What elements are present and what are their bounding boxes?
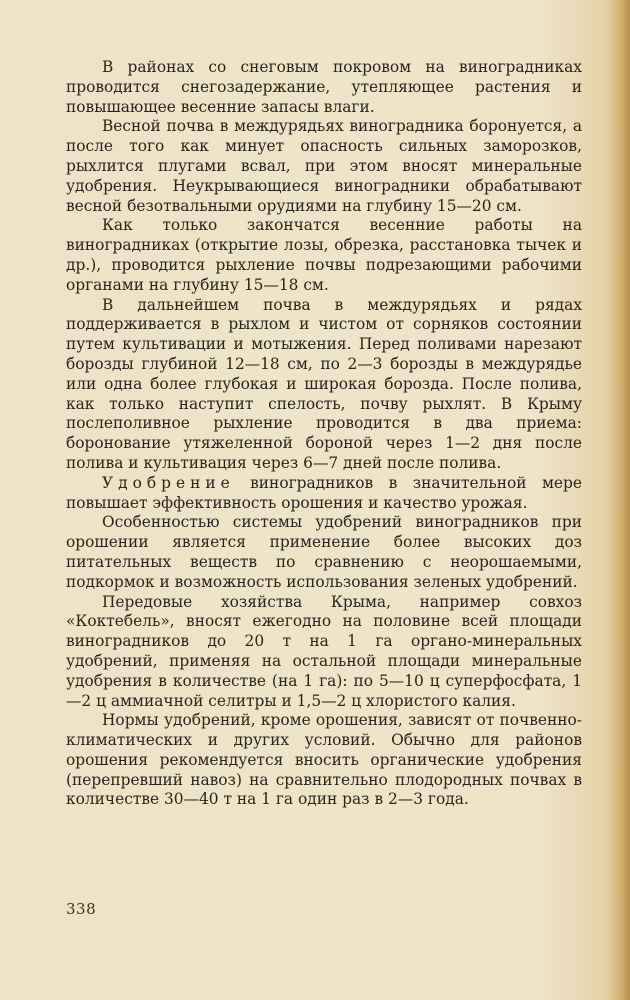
page-edge-shadow	[608, 0, 630, 1000]
text-body	[66, 58, 582, 810]
page-number: 338	[66, 900, 97, 918]
paragraph-fertilizer	[66, 474, 582, 514]
paragraph-fertilizer-system: Особенностью системы удобрений виноградников при орошении является применение более высоких доз питательных веществ по сравнению с неорошаемыми, подкормок и возможность использования зеленых удобрений.	[66, 513, 582, 591]
paragraph-loosening: Как только закончатся весенние работы на виноградниках (открытие лозы, обрезка, расстановка тычек и др.), проводится рыхление почвы подрезающими рабочими органами на глубину 15—18 см.	[66, 216, 582, 294]
paragraph-snow-retention: В районах со снеговым покровом на виноградниках проводится снегозадержание, утепляющее растения и повышающее весенние запасы влаги.	[66, 58, 582, 116]
paragraph-spring-harrowing: Весной почва в междурядьях виноградника боронуется, а после того как минует опасность сильных заморозков, рыхлится плугами всвал, при этом вносят минеральные удобрения. Неукрывающиеся виноградники обрабатывают весной безотвальными орудиями на глубину 15—20 см.	[66, 117, 582, 215]
fertilizer-term: Удобрение	[102, 473, 235, 492]
fertilizer-rest: виноградников в значительной мере повышает эффективность орошения и качество урожая.	[66, 473, 582, 512]
paragraph-fertilizer-norms: Нормы удобрений, кроме орошения, зависят от почвенно-климатических и других условий. Обычно для районов орошения рекомендуется вносить органические удобрения (перепревший навоз) на сравнительно плодородных почвах в количестве 30—40 т на 1 га один раз в 2—3 года.	[66, 711, 582, 809]
paragraph-cultivation: В дальнейшем почва в междурядьях и рядах поддерживается в рыхлом и чистом от сорняков состоянии путем культивации и мотыжения. Перед поливами нарезают борозды глубиной 12—18 см, по 2—3 борозды в междурядье или одна более глубокая и широкая борозда. После полива, как только наступит спелость, почву рыхлят. В Крыму послеполивное рыхление проводится в два приема: боронование утяжеленной бороной через 1—2 дня после полива и культивация через 6—7 дней после полива.	[66, 295, 582, 472]
paragraph-crimea-farms: Передовые хозяйства Крыма, например совхоз «Коктебель», вносят ежегодно на половине всей площади виноградников до 20 т на 1 га органо-минеральных удобрений, применяя на остальной площади минеральные удобрения в количестве (на 1 га): по 5—10 ц суперфосфата, 1—2 ц аммиачной селитры и 1,5—2 ц хлористого калия.	[66, 592, 582, 710]
